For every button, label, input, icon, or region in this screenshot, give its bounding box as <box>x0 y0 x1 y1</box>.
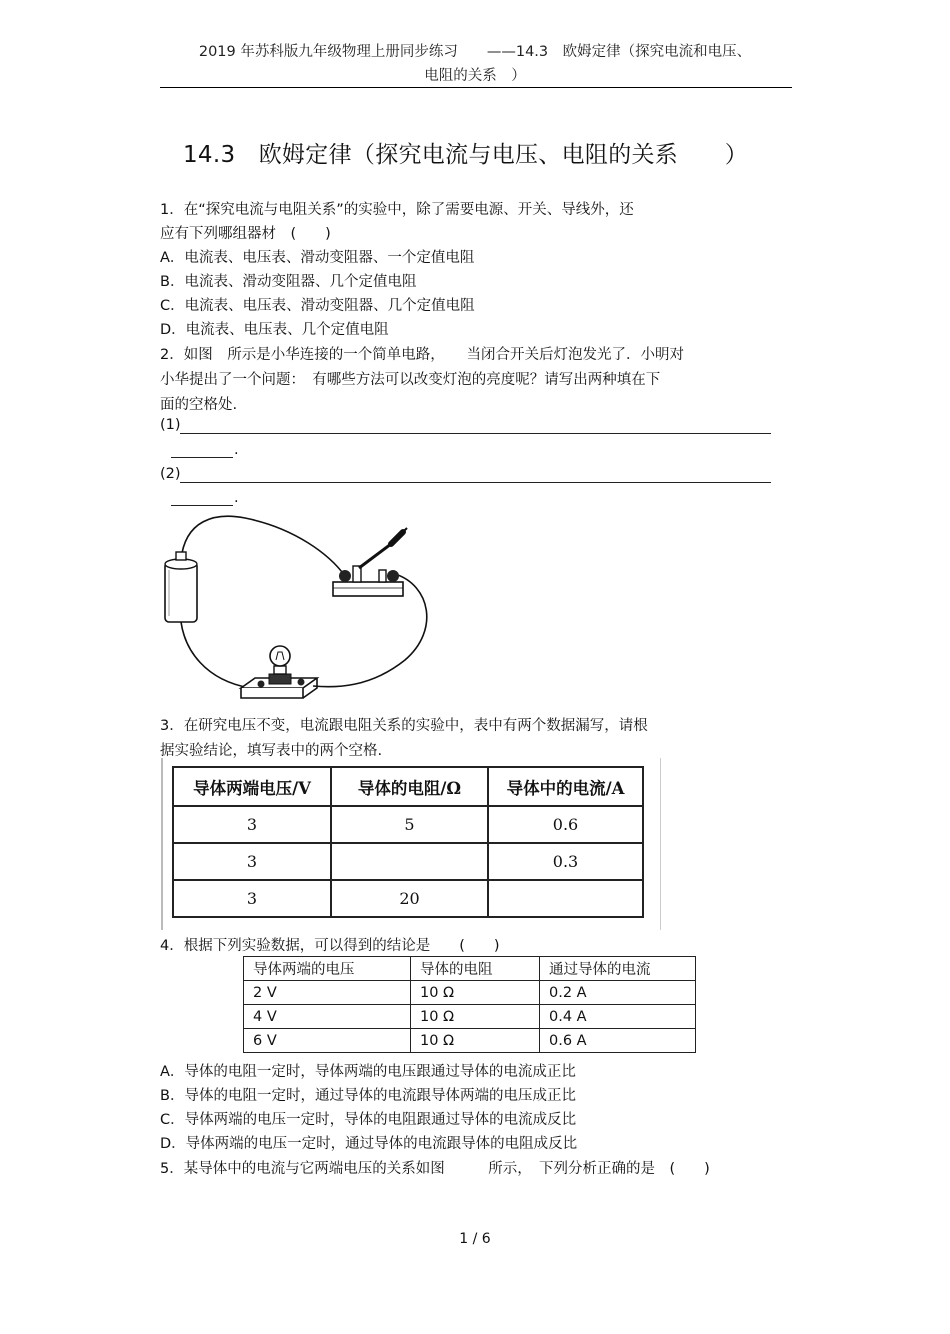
page-number: 1 / 6 <box>459 1231 491 1247</box>
running-header-line2: 电阻的关系 ） <box>424 68 526 84</box>
light-bulb-icon <box>241 646 317 698</box>
q4-cell-current: 0.4 A <box>540 1005 696 1029</box>
q1-option-c: C．电流表、电压表、滑动变阻器、几个定值电阻 <box>160 298 475 314</box>
q1-option-d: D．电流表、电压表、几个定值电阻 <box>160 322 389 338</box>
q2-answer-blank1-cont <box>171 457 233 458</box>
q2-blank2-end: . <box>234 490 239 506</box>
q5-stem: 5．某导体中的电流与它两端电压的关系如图 所示， 下列分析正确的是 ( ) <box>160 1161 710 1177</box>
q3-cell-current-blank <box>488 880 643 917</box>
q3-stem-line2: 据实验结论，填写表中的两个空格. <box>160 743 383 759</box>
q2-stem-line2: 小华提出了一个问题： 有哪些方法可以改变灯泡的亮度呢？请写出两种填在下 <box>160 372 661 388</box>
q4-header-voltage: 导体两端的电压 <box>244 957 411 981</box>
table-row <box>173 806 643 843</box>
q4-header-resistance: 导体的电阻 <box>411 957 540 981</box>
q3-header-current: 导体中的电流/A <box>488 767 643 806</box>
q3-cell-current: 0.6 <box>488 806 643 843</box>
q2-blank1-label: (1) <box>160 417 181 433</box>
battery-icon <box>165 552 197 622</box>
q2-answer-blank1 <box>180 433 771 434</box>
q4-cell-resistance: 10 Ω <box>411 1005 540 1029</box>
q3-cell-voltage: 3 <box>173 880 331 917</box>
header-divider <box>160 87 792 88</box>
running-header-line1: 2019 年苏科版九年级物理上册同步练习 ——14.3 欧姆定律（探究电流和电压、 <box>198 44 752 60</box>
page-title: 14.3 欧姆定律（探究电流与电压、电阻的关系 ） <box>183 142 749 168</box>
q3-cell-current: 0.3 <box>488 843 643 880</box>
q1-stem-line1: 1．在“探究电流与电阻关系”的实验中，除了需要电源、开关、导线外，还 <box>160 202 634 218</box>
q3-cell-voltage: 3 <box>173 806 331 843</box>
q4-cell-resistance: 10 Ω <box>411 981 540 1005</box>
q3-stem-line1: 3．在研究电压不变，电流跟电阻关系的实验中，表中有两个数据漏写，请根 <box>160 718 648 734</box>
q2-answer-blank2-cont <box>171 505 233 506</box>
table-row <box>173 843 643 880</box>
q4-option-c: C．导体两端的电压一定时，导体的电阻跟通过导体的电流成反比 <box>160 1112 577 1128</box>
q4-cell-current: 0.2 A <box>540 981 696 1005</box>
q3-header-resistance: 导体的电阻/Ω <box>331 767 488 806</box>
q4-cell-current: 0.6 A <box>540 1029 696 1053</box>
q4-table-header-row <box>244 957 696 981</box>
q3-header-voltage: 导体两端电压/V <box>173 767 331 806</box>
q3-data-table <box>172 766 644 918</box>
knife-switch-icon <box>333 528 407 596</box>
table-row <box>244 981 696 1005</box>
q4-cell-voltage: 2 V <box>244 981 411 1005</box>
q2-stem-line3: 面的空格处. <box>160 397 238 413</box>
circuit-diagram <box>155 510 435 705</box>
table-row <box>244 1005 696 1029</box>
q4-option-b: B．导体的电阻一定时，通过导体的电流跟导体两端的电压成正比 <box>160 1088 576 1104</box>
q4-cell-voltage: 4 V <box>244 1005 411 1029</box>
q2-blank1-end: . <box>234 442 239 458</box>
q3-cell-resistance: 20 <box>331 880 488 917</box>
q4-stem: 4．根据下列实验数据，可以得到的结论是 ( ) <box>160 938 500 954</box>
wire-battery-lamp <box>181 622 250 688</box>
wire-battery-switch <box>181 516 345 576</box>
q3-table-header-row <box>173 767 643 806</box>
q2-answer-blank2 <box>180 482 771 483</box>
q1-option-a: A．电流表、电压表、滑动变阻器、一个定值电阻 <box>160 250 475 266</box>
q3-cell-voltage: 3 <box>173 843 331 880</box>
q2-blank2-label: (2) <box>160 466 181 482</box>
table-row <box>244 1029 696 1053</box>
q4-cell-resistance: 10 Ω <box>411 1029 540 1053</box>
q4-option-a: A．导体的电阻一定时，导体两端的电压跟通过导体的电流成正比 <box>160 1064 576 1080</box>
q4-header-current: 通过导体的电流 <box>540 957 696 981</box>
q1-stem-line2: 应有下列哪组器材 ( ) <box>160 226 331 242</box>
q4-cell-voltage: 6 V <box>244 1029 411 1053</box>
q3-cell-resistance: 5 <box>331 806 488 843</box>
table-row <box>173 880 643 917</box>
q4-data-table <box>243 956 696 1053</box>
q1-option-b: B．电流表、滑动变阻器、几个定值电阻 <box>160 274 417 290</box>
q2-stem-line1: 2．如图 所示是小华连接的一个简单电路， 当闭合开关后灯泡发光了．小明对 <box>160 347 684 363</box>
q3-cell-resistance-blank <box>331 843 488 880</box>
q4-option-d: D．导体两端的电压一定时，通过导体的电流跟导体的电阻成反比 <box>160 1136 578 1152</box>
